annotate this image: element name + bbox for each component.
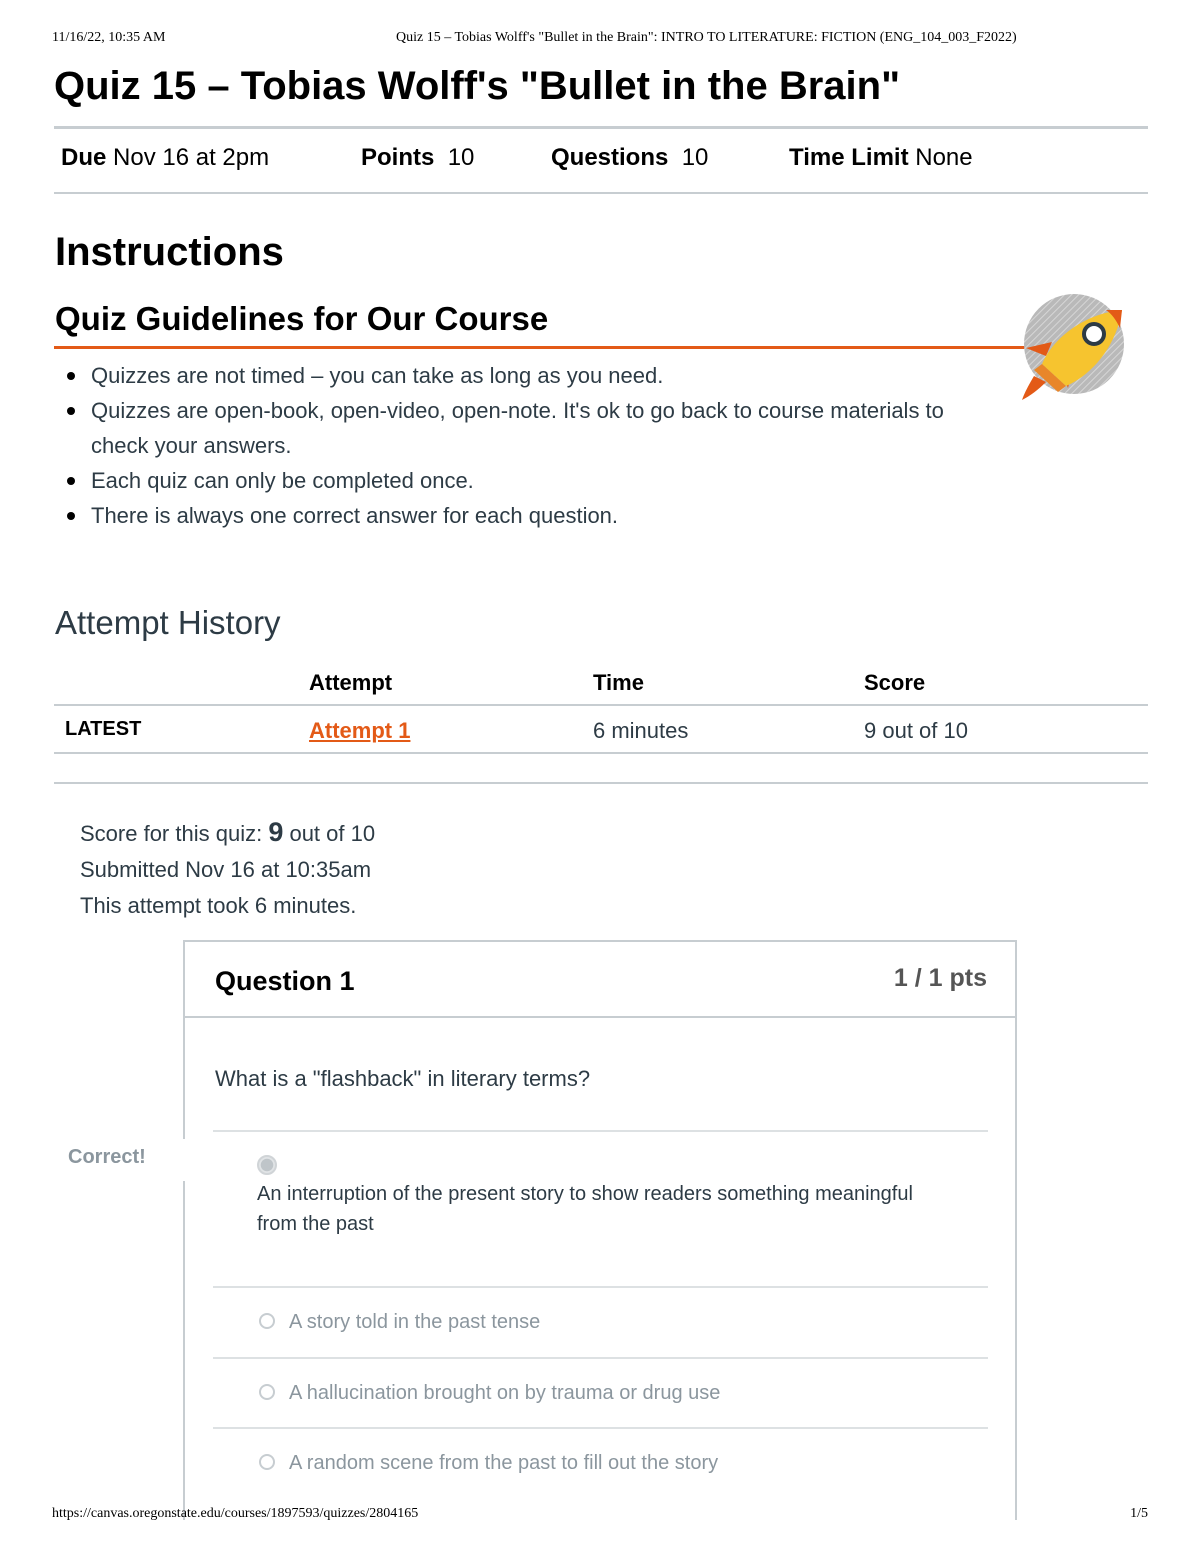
answer-radio[interactable] [259, 1454, 275, 1470]
score-line [80, 814, 375, 852]
column-header-attempt: Attempt [309, 670, 393, 695]
history-divider [54, 782, 1148, 784]
bullet-icon [67, 512, 75, 520]
points [361, 144, 474, 172]
time-limit-value: None [915, 144, 973, 171]
questions-label: Questions [551, 144, 669, 171]
print-header [52, 30, 1148, 50]
due-label: Due [61, 144, 107, 171]
attempt-history-heading: Attempt History [55, 604, 281, 641]
quiz-details [54, 144, 1148, 178]
due-date [61, 144, 269, 172]
score-summary [80, 814, 375, 924]
time-limit [789, 144, 973, 172]
print-title: Quiz 15 – Tobias Wolff's "Bullet in the Brain": INTRO TO LITERATURE: FICTION (ENG_104_003_F2022) [396, 30, 1017, 45]
table-row [54, 706, 1148, 754]
question-header [185, 942, 1017, 1018]
attempt-link[interactable]: Attempt 1 [309, 718, 411, 743]
duration-line: This attempt took 6 minutes. [80, 893, 357, 918]
correct-answer-tag: Correct! [68, 1146, 146, 1168]
rocket-icon [1012, 290, 1130, 402]
answer-radio-selected[interactable] [257, 1155, 277, 1175]
submitted-line: Submitted Nov 16 at 10:35am [80, 857, 372, 882]
answer-divider [213, 1357, 988, 1359]
guideline-text: Each quiz can only be completed once. [91, 468, 474, 493]
answer-text-correct: An interruption of the present story to show readers something meaningful from the past [257, 1183, 913, 1235]
guidelines-heading: Quiz Guidelines for Our Course [55, 300, 549, 337]
question-points: 1 / 1 pts [893, 964, 987, 992]
column-header-time: Time [593, 670, 644, 695]
score-prefix: Score for this quiz: [80, 821, 269, 846]
latest-label: LATEST [65, 718, 142, 740]
due-value: Nov 16 at 2pm [113, 144, 270, 171]
questions-value: 10 [681, 144, 709, 171]
correct-notch [181, 1139, 187, 1181]
print-page-number: 1/5 [1130, 1506, 1148, 1521]
points-value: 10 [447, 144, 475, 171]
attempt-score: 9 out of 10 [864, 718, 968, 743]
guideline-text: Quizzes are open-book, open-video, open-note. It's ok to go back to course materials to check your answers. [91, 398, 944, 458]
answer-text: A hallucination brought on by trauma or drug use [289, 1382, 721, 1404]
questions-count [551, 144, 708, 172]
list-item [64, 463, 1004, 498]
bullet-icon [67, 407, 75, 415]
guideline-text: Quizzes are not timed – you can take as long as you need. [91, 363, 664, 388]
score-suffix: out of 10 [283, 821, 376, 846]
answer-divider [213, 1427, 988, 1429]
points-label: Points [361, 144, 435, 171]
print-footer [52, 1506, 1148, 1526]
print-url: https://canvas.oregonstate.edu/courses/1897593/quizzes/2804165 [52, 1506, 419, 1521]
answer-radio[interactable] [259, 1313, 275, 1329]
list-item [64, 358, 1004, 393]
answer-text: A story told in the past tense [289, 1311, 541, 1333]
list-item [64, 393, 1004, 463]
answer-divider [213, 1286, 988, 1288]
details-divider [54, 192, 1148, 194]
attempt-history-table [54, 664, 1148, 754]
title-divider [54, 126, 1148, 129]
column-header-score: Score [864, 670, 926, 695]
question-title: Question 1 [215, 966, 355, 996]
guidelines-underline [54, 346, 1064, 349]
bullet-icon [67, 372, 75, 380]
question-text: What is a "flashback" in literary terms? [215, 1066, 591, 1091]
page-title: Quiz 15 – Tobias Wolff's "Bullet in the Brain" [54, 64, 901, 108]
print-date: 11/16/22, 10:35 AM [52, 30, 166, 45]
list-item [64, 498, 1004, 533]
guideline-text: There is always one correct answer for each question. [91, 503, 619, 528]
table-header [54, 664, 1148, 706]
attempt-time: 6 minutes [593, 718, 689, 743]
instructions-heading: Instructions [55, 230, 284, 274]
bullet-icon [67, 477, 75, 485]
answer-divider [213, 1130, 988, 1132]
score-value: 9 [268, 817, 284, 847]
time-limit-label: Time Limit [789, 144, 909, 171]
guidelines-list [64, 358, 1004, 533]
answer-text: A random scene from the past to fill out the story [289, 1452, 719, 1474]
answer-radio[interactable] [259, 1384, 275, 1400]
